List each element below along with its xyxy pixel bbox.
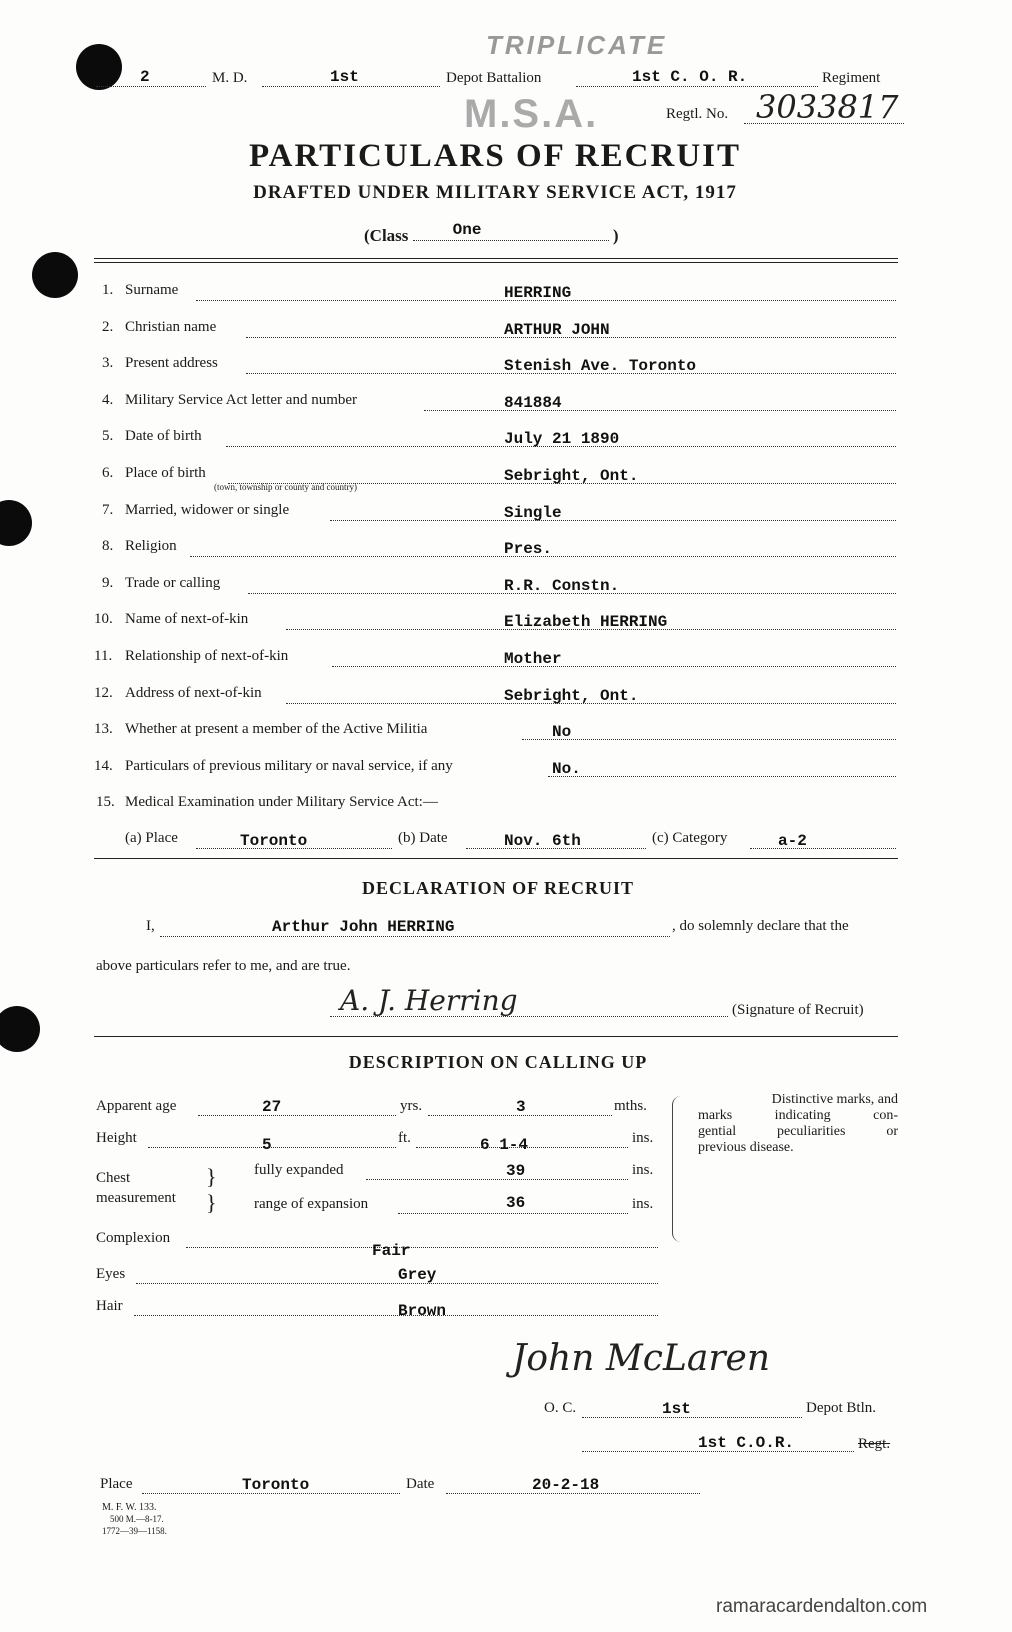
class-open: (Class — [364, 226, 409, 245]
marks-line-1: Distinctive marks, and — [771, 1092, 898, 1107]
particular-number: 5. — [102, 428, 114, 444]
date-label: Date — [406, 1476, 435, 1492]
particular-value: 841884 — [504, 394, 562, 412]
medical-category-label: (c) Category — [652, 830, 728, 846]
medical-date-value: Nov. 6th — [504, 832, 581, 850]
declaration-i: I, — [146, 918, 155, 934]
age-years: 27 — [262, 1098, 282, 1116]
md-number: 2 — [140, 68, 150, 86]
height-ft: 5 — [262, 1136, 272, 1154]
marks-line-4: previous disease. — [698, 1140, 794, 1155]
particular-value: Sebright, Ont. — [504, 467, 639, 485]
particular-number: 4. — [102, 392, 114, 408]
declaration-line2: above particulars refer to me, and are true. — [96, 958, 351, 974]
declaration-heading: DECLARATION OF RECRUIT — [361, 878, 635, 898]
place-label: Place — [100, 1476, 133, 1492]
particular-label: Married, widower or single — [125, 502, 290, 518]
complexion-label: Complexion — [96, 1230, 171, 1246]
form-code-3: 1772—39—1158. — [102, 1526, 167, 1536]
class-close: ) — [612, 226, 619, 245]
particular-label: Particulars of previous military or naval service, if any — [125, 758, 453, 774]
particular-label: Christian name — [125, 319, 217, 335]
eyes-label: Eyes — [96, 1266, 126, 1282]
particular-value: No — [552, 723, 572, 741]
particular-value: July 21 1890 — [504, 430, 620, 448]
declaration-solemn: , do solemnly declare that the — [672, 918, 849, 934]
depot-btln-label: Depot Btln. — [806, 1400, 876, 1416]
particular-number: 3. — [102, 355, 114, 371]
place-of-birth-note: (town, township or county and country) — [214, 482, 357, 492]
distinctive-marks-text — [698, 1092, 898, 1156]
particular-number: 6. — [102, 465, 114, 481]
punch-hole — [0, 500, 32, 546]
age-months: 3 — [516, 1098, 526, 1116]
regtl-no-value: 3033817 — [756, 88, 899, 126]
medical-num: 15. — [96, 794, 115, 810]
particular-label: Present address — [125, 355, 218, 371]
particular-value: Single — [504, 504, 562, 522]
particular-number: 12. — [94, 685, 113, 701]
yrs-label: yrs. — [400, 1098, 423, 1114]
particular-value: Mother — [504, 650, 562, 668]
regt-label: Regt. — [858, 1436, 891, 1452]
punch-hole — [32, 252, 78, 298]
particular-value: No. — [552, 760, 581, 778]
punch-hole — [0, 1006, 40, 1052]
recruit-signature: A. J. Herring — [340, 984, 518, 1017]
msa-stamp: M.S.A. — [464, 92, 599, 136]
description-heading: DESCRIPTION ON CALLING UP — [348, 1052, 648, 1072]
regiment-label: Regiment — [822, 70, 881, 86]
particular-number: 9. — [102, 575, 114, 591]
regtl-no-label: Regtl. No. — [666, 106, 729, 122]
particular-number: 7. — [102, 502, 114, 518]
md-label: M. D. — [212, 70, 248, 86]
particular-value: HERRING — [504, 284, 572, 302]
oc-signature: John McLaren — [512, 1338, 771, 1379]
oc-value: 1st — [662, 1400, 691, 1418]
form-code-1: M. F. W. 133. — [102, 1502, 157, 1513]
particular-label: Name of next-of-kin — [125, 611, 249, 627]
particular-label: Military Service Act letter and number — [125, 392, 358, 408]
particular-value: Pres. — [504, 540, 553, 558]
regiment-value: 1st C. O. R. — [632, 68, 748, 86]
mths-label: mths. — [614, 1098, 647, 1114]
chest-label-2: measurement — [96, 1190, 176, 1206]
particular-value: Elizabeth HERRING — [504, 613, 668, 631]
particular-number: 10. — [94, 611, 113, 627]
ins-label-2: ins. — [632, 1162, 654, 1178]
particular-number: 1. — [102, 282, 114, 298]
medical-place-value: Toronto — [240, 832, 308, 850]
regt-value: 1st C.O.R. — [698, 1434, 795, 1452]
particular-value: ARTHUR JOHN — [504, 321, 610, 339]
particular-number: 8. — [102, 538, 114, 554]
signature-label: (Signature of Recruit) — [732, 1002, 864, 1018]
medical-place-label: (a) Place — [125, 830, 178, 846]
oc-label: O. C. — [544, 1400, 577, 1416]
medical-date-label: (b) Date — [398, 830, 448, 846]
declaration-name: Arthur John HERRING — [272, 918, 455, 936]
punch-hole — [76, 44, 122, 90]
fully-expanded-label: fully expanded — [254, 1162, 344, 1178]
particular-value: Stenish Ave. Toronto — [504, 357, 697, 375]
marks-line-2: marks indicating con- — [698, 1108, 898, 1123]
form-title: PARTICULARS OF RECRUIT — [248, 138, 742, 174]
ft-label: ft. — [398, 1130, 411, 1146]
ins-label-3: ins. — [632, 1196, 654, 1212]
particular-label: Trade or calling — [125, 575, 221, 591]
hair-label: Hair — [96, 1298, 123, 1314]
particular-label: Place of birth — [125, 465, 206, 481]
particular-label: Religion — [125, 538, 177, 554]
complexion-value: Fair — [372, 1242, 411, 1260]
height-label: Height — [96, 1130, 137, 1146]
particular-label: Date of birth — [125, 428, 202, 444]
date-value: 20-2-18 — [532, 1476, 600, 1494]
medical-label: Medical Examination under Military Service Act:— — [125, 794, 438, 810]
marks-line-3: gential peculiarities or — [698, 1124, 898, 1139]
form-subtitle: DRAFTED UNDER MILITARY SERVICE ACT, 1917 — [253, 182, 737, 203]
range-expansion-label: range of expansion — [254, 1196, 369, 1212]
marks-bracket — [672, 1096, 681, 1242]
class-field — [364, 221, 619, 246]
medical-category-value: a-2 — [778, 832, 807, 850]
range-expansion-value: 36 — [506, 1194, 526, 1212]
ins-label: ins. — [632, 1130, 654, 1146]
depot-battalion-label: Depot Battalion — [446, 70, 542, 86]
particular-label: Surname — [125, 282, 179, 298]
eyes-value: Grey — [398, 1266, 437, 1284]
watermark: ramaracardendalton.com — [716, 1596, 928, 1617]
particular-label: Whether at present a member of the Active Militia — [125, 721, 428, 737]
height-in: 6 1-4 — [480, 1136, 529, 1154]
age-label: Apparent age — [96, 1098, 177, 1114]
particular-value: Sebright, Ont. — [504, 687, 639, 705]
form-code-2: 500 M.—8-17. — [110, 1514, 164, 1524]
particular-number: 14. — [94, 758, 113, 774]
triplicate-stamp: TRIPLICATE — [486, 30, 668, 60]
particular-label: Relationship of next-of-kin — [125, 648, 289, 664]
place-value: Toronto — [242, 1476, 310, 1494]
chest-label-1: Chest — [96, 1170, 131, 1186]
particular-number: 11. — [94, 648, 113, 664]
depot-battalion-value: 1st — [330, 68, 359, 86]
particular-label: Address of next-of-kin — [125, 685, 262, 701]
particular-number: 2. — [102, 319, 114, 335]
class-value: One — [452, 221, 482, 239]
particular-value: R.R. Constn. — [504, 577, 620, 595]
hair-value: Brown — [398, 1302, 447, 1320]
particular-number: 13. — [94, 721, 113, 737]
fully-expanded-value: 39 — [506, 1162, 526, 1180]
